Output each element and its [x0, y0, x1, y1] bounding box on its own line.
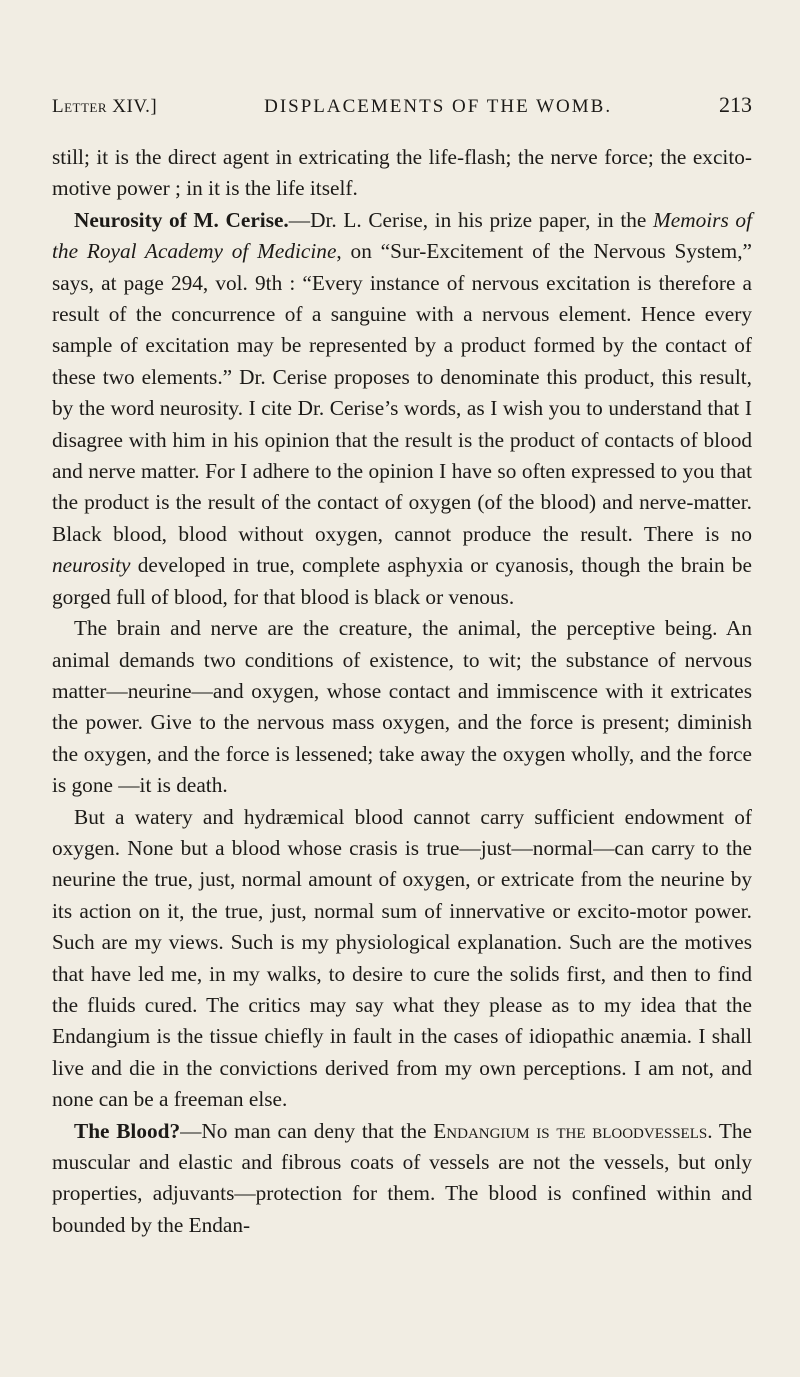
paragraph-text: But a watery and hydræmical blood cannot carry sufficient endowment of oxygen. None but a blood whose crasis is true—just—normal—can carry to the neurine the true, just, normal amount of oxygen, or extricate from the neurine by its action on it, the true, just, normal sum of innervative or excito-motor power. Such are my views. Such is my physiological explanation. Such are the motives that have led me, in my walks, to desire to cure the solids first, and then to find the fluids cured. The critics may say what they please as to my idea that the Endangium is the tissue chiefly in fault in the cases of idiopathic anæmia. I shall live and die in the convictions derived from my own perceptions. I am not, and none can be a freeman else.: [52, 804, 752, 1112]
italic-title: Memoirs of the Royal Academy of Medicine: [52, 207, 752, 264]
section-heading: Neurosity of M. Cerise.: [74, 207, 289, 232]
running-head-title: DISPLACEMENTS OF THE WOMB.: [264, 96, 613, 117]
paragraph-text: developed in true, complete asphyxia or cyanosis, though the brain be gorged full of blood, for that blood is black or venous.: [52, 553, 752, 609]
paragraph-text: —Dr. L. Cerise, in his prize paper, in the: [288, 207, 654, 232]
running-header: [52, 92, 752, 132]
paragraph-5: [52, 1116, 752, 1242]
paragraph-2: [52, 205, 752, 613]
running-head-letter: Letter XIV.]: [52, 96, 158, 117]
paragraph-4: [52, 802, 752, 1116]
section-heading: The Blood?: [74, 1118, 181, 1143]
paragraph-text: . The muscular and elastic and fibrous coats of vessels are not the vessels, but only properties, adjuvants—protection for them. The blood is confined within and bounded by the Endan-: [52, 1118, 752, 1237]
small-caps-phrase: Endangium is the bloodvessels: [433, 1118, 708, 1143]
body-text: [52, 142, 752, 1241]
paragraph-text: , on “Sur-Excitement of the Nervous System,” says, at page 294, vol. 9th : “Every instance of nervous excitation is therefore a result of the concurrence of a sanguine with a nervous element. Hence every sample of excitation may be represented by a product formed by the contact of these two elements.” Dr. Cerise proposes to denominate this product, this result, by the word neurosity. I cite Dr. Cerise’s words, as I wish you to understand that I disagree with him in his opinion that the result is the product of contacts of blood and nerve matter. For I adhere to the opinion I have so often expressed to you that the product is the result of the contact of oxygen (of the blood) and nerve-matter. Black blood, blood without oxygen, cannot produce the result. There is no: [52, 239, 752, 546]
paragraph-text: —No man can deny that the: [180, 1118, 434, 1143]
italic-term: neurosity: [52, 553, 131, 578]
paragraph-3: [52, 613, 752, 801]
paragraph-text: still; it is the direct agent in extricating the life-flash; the nerve force; the excito-motive power ; in it is the life itself.: [52, 145, 752, 201]
page-number: 213: [719, 92, 752, 117]
paragraph-text: The brain and nerve are the creature, the animal, the perceptive being. An animal demands two conditions of existence, to wit; the substance of nervous matter—neurine—and oxygen, whose contact and immiscence with it extricates the power. Give to the nervous mass oxygen, and the force is present; diminish the oxygen, and the force is lessened; take away the oxygen wholly, and the force is gone —it is death.: [52, 616, 752, 798]
paragraph-1: [52, 142, 752, 205]
